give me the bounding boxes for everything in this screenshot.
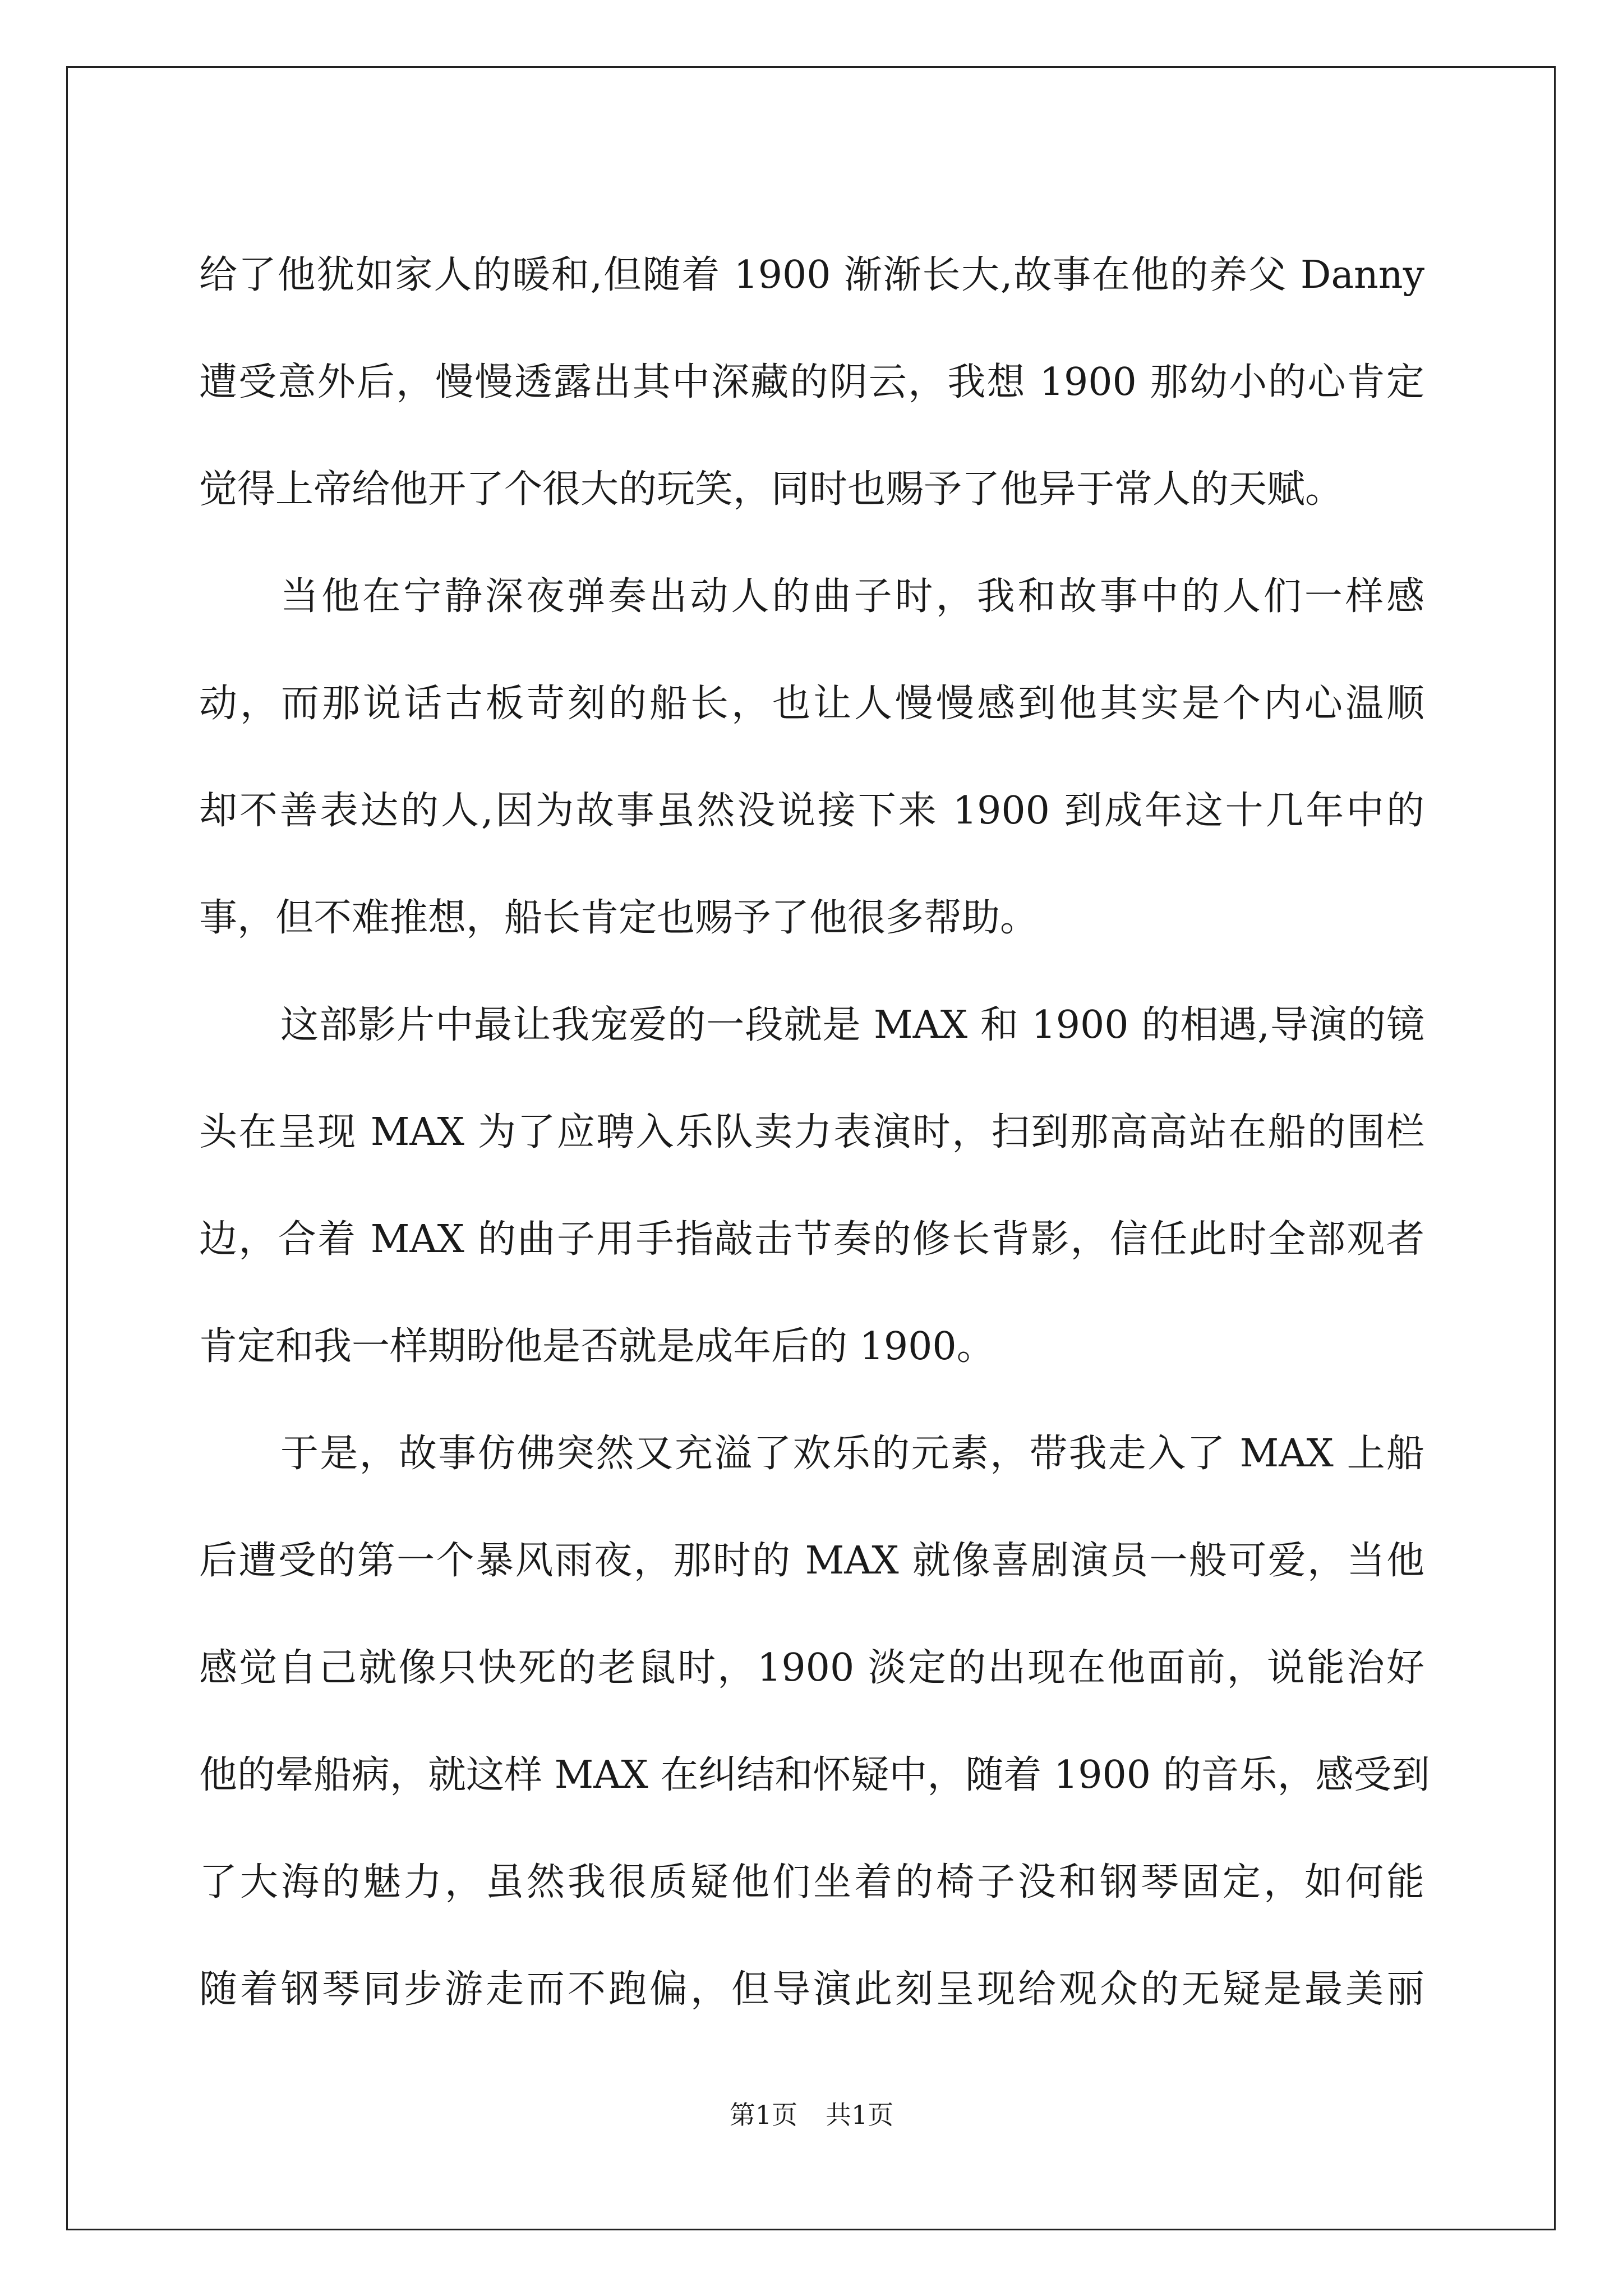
text-line: 遭受意外后，慢慢透露出其中深藏的阴云，我想 1900 那幼小的心肯定 (199, 360, 1424, 404)
text-line: 给了他犹如家人的暖和,但随着 1900 渐渐长大,故事在他的养父 Danny (199, 253, 1424, 297)
text-line: 后遭受的第一个暴风雨夜，那时的 MAX 就像喜剧演员一般可爱，当他 (199, 1539, 1424, 1583)
text-line: 这部影片中最让我宠爱的一段就是 MAX 和 1900 的相遇,导演的镜 (280, 1003, 1424, 1047)
text-line: 当他在宁静深夜弹奏出动人的曲子时，我和故事中的人们一样感 (280, 574, 1424, 619)
text-line: 却不善表达的人,因为故事虽然没说接下来 1900 到成年这十几年中的 (199, 789, 1424, 833)
text-line: 事，但不难推想，船长肯定也赐予了他很多帮助。 (199, 896, 1039, 940)
document-body (199, 222, 1430, 2043)
text-line: 觉得上帝给他开了个很大的玩笑，同时也赐予了他异于常人的天赋。 (199, 467, 1344, 512)
text-line: 动，而那说话古板苛刻的船长，也让人慢慢感到他其实是个内心温顺 (199, 682, 1424, 726)
text-line: 了大海的魅力，虽然我很质疑他们坐着的椅子没和钢琴固定，如何能 (199, 1860, 1424, 1904)
text-line: 于是，故事仿佛突然又充溢了欢乐的元素，带我走入了 MAX 上船 (280, 1432, 1424, 1476)
text-line: 头在呈现 MAX 为了应聘入乐队卖力表演时，扫到那高高站在船的围栏 (199, 1110, 1424, 1154)
text-line: 他的晕船病，就这样 MAX 在纠结和怀疑中，随着 1900 的音乐，感受到 (199, 1753, 1430, 1797)
page-number-current: 第1页 (729, 2100, 797, 2130)
text-line: 边，合着 MAX 的曲子用手指敲击节奏的修长背影，信任此时全部观者 (199, 1217, 1424, 1262)
text-line: 感觉自己就像只快死的老鼠时，1900 淡定的出现在他面前，说能治好 (199, 1646, 1424, 1690)
page-number-total: 共1页 (826, 2100, 894, 2130)
text-line: 肯定和我一样期盼他是否就是成年后的 1900。 (199, 1324, 995, 1369)
text-line: 随着钢琴同步游走而不跑偏，但导演此刻呈现给观众的无疑是最美丽 (199, 1967, 1424, 2012)
page-footer (0, 2095, 1623, 2132)
